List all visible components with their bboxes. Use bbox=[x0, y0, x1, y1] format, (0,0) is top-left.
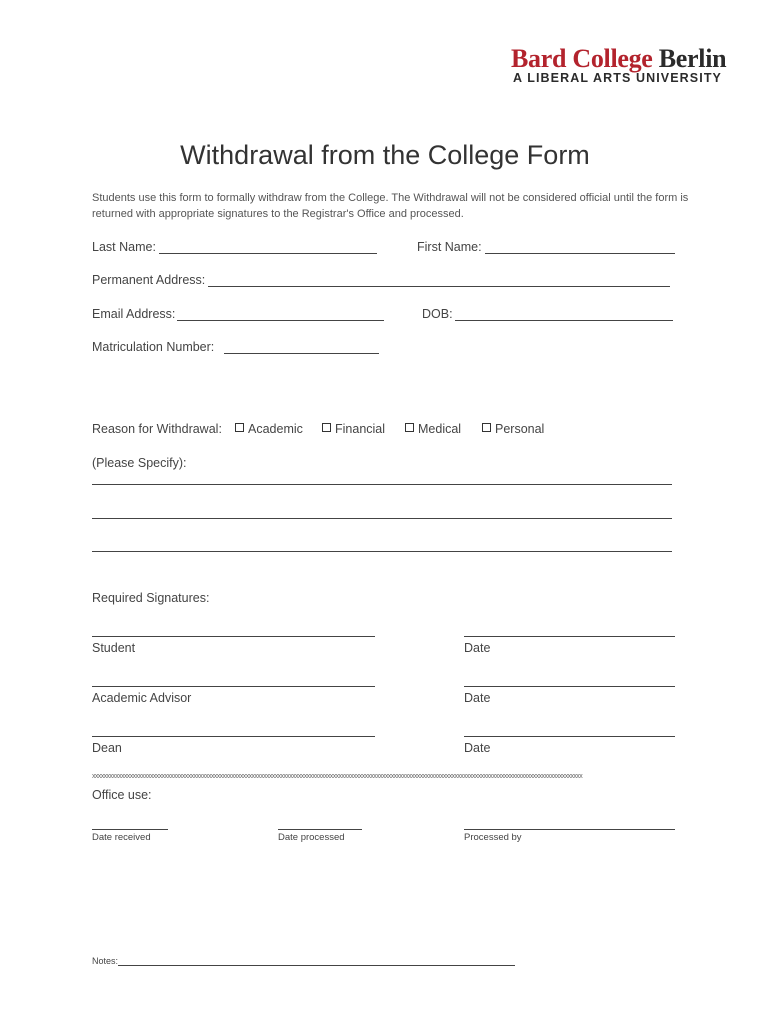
dob-label: DOB: bbox=[422, 307, 453, 321]
matriculation-number-label: Matriculation Number: bbox=[92, 340, 215, 354]
permanent-address-label: Permanent Address: bbox=[92, 273, 206, 287]
checkbox-icon[interactable] bbox=[235, 423, 244, 432]
advisor-signature-line[interactable] bbox=[92, 686, 375, 687]
office-separator: xxxxxxxxxxxxxxxxxxxxxxxxxxxxxxxxxxxxxxxxxxxxxxxxxxxxxxxxxxxxxxxxxxxxxxxxxxxxxxxxxxxxxxxxxxxxxxxxxxxxxxxxxxxxxxxxxxxxxxxxxxxxxxxxxxxxxxxxxxxxxxxxxxxxxxxxxxxxxxxxxxxxxxxxx bbox=[92, 773, 583, 780]
last-name-line[interactable] bbox=[159, 253, 377, 254]
required-signatures-heading: Required Signatures: bbox=[92, 591, 210, 605]
checkbox-icon[interactable] bbox=[482, 423, 491, 432]
college-logo bbox=[511, 44, 726, 74]
date-received-line[interactable] bbox=[92, 829, 168, 830]
last-name-label: Last Name: bbox=[92, 240, 156, 254]
office-use-heading: Office use: bbox=[92, 788, 152, 802]
reason-option-label: Medical bbox=[418, 422, 462, 436]
date-received-label: Date received bbox=[92, 832, 151, 843]
email-address-line[interactable] bbox=[177, 320, 384, 321]
advisor-date-label: Date bbox=[464, 691, 491, 705]
notes-label: Notes: bbox=[92, 956, 119, 966]
matriculation-number-line[interactable] bbox=[224, 353, 379, 354]
reason-option-medical[interactable] bbox=[405, 422, 461, 436]
permanent-address-line[interactable] bbox=[208, 286, 670, 287]
first-name-label: First Name: bbox=[417, 240, 482, 254]
dean-date-line[interactable] bbox=[464, 736, 675, 737]
dean-signature-line[interactable] bbox=[92, 736, 375, 737]
dean-date-label: Date bbox=[464, 741, 491, 755]
reason-label: Reason for Withdrawal: bbox=[92, 422, 222, 436]
email-address-label: Email Address: bbox=[92, 307, 176, 321]
student-date-line[interactable] bbox=[464, 636, 675, 637]
reason-option-financial[interactable] bbox=[322, 422, 385, 436]
logo-text-bard-college: Bard College bbox=[511, 44, 653, 73]
date-processed-line[interactable] bbox=[278, 829, 362, 830]
logo-subtitle: A LIBERAL ARTS UNIVERSITY bbox=[513, 71, 722, 85]
reason-option-label: Academic bbox=[248, 422, 303, 436]
reason-option-academic[interactable] bbox=[235, 422, 303, 436]
student-label: Student bbox=[92, 641, 136, 655]
reason-option-label: Personal bbox=[495, 422, 545, 436]
dob-line[interactable] bbox=[455, 320, 673, 321]
checkbox-icon[interactable] bbox=[322, 423, 331, 432]
first-name-line[interactable] bbox=[485, 253, 675, 254]
student-date-label: Date bbox=[464, 641, 491, 655]
dean-label: Dean bbox=[92, 741, 122, 755]
date-processed-label: Date processed bbox=[278, 832, 345, 843]
form-title: Withdrawal from the College Form bbox=[180, 140, 590, 170]
specify-line-2[interactable] bbox=[92, 518, 672, 519]
reason-option-label: Financial bbox=[335, 422, 386, 436]
checkbox-icon[interactable] bbox=[405, 423, 414, 432]
form-intro: Students use this form to formally withdraw from the College. The Withdrawal will not be considered official until the form is returned with appropriate signatures to the Registrar's Office and processed. bbox=[92, 192, 689, 220]
processed-by-line[interactable] bbox=[464, 829, 675, 830]
please-specify-label: (Please Specify): bbox=[92, 456, 187, 470]
advisor-date-line[interactable] bbox=[464, 686, 675, 687]
processed-by-label: Processed by bbox=[464, 832, 522, 843]
specify-line-1[interactable] bbox=[92, 484, 672, 485]
academic-advisor-label: Academic Advisor bbox=[92, 691, 192, 705]
student-signature-line[interactable] bbox=[92, 636, 375, 637]
reason-option-personal[interactable] bbox=[482, 422, 544, 436]
notes-line[interactable] bbox=[118, 965, 515, 966]
logo-text-berlin: Berlin bbox=[658, 44, 727, 73]
specify-line-3[interactable] bbox=[92, 551, 672, 552]
